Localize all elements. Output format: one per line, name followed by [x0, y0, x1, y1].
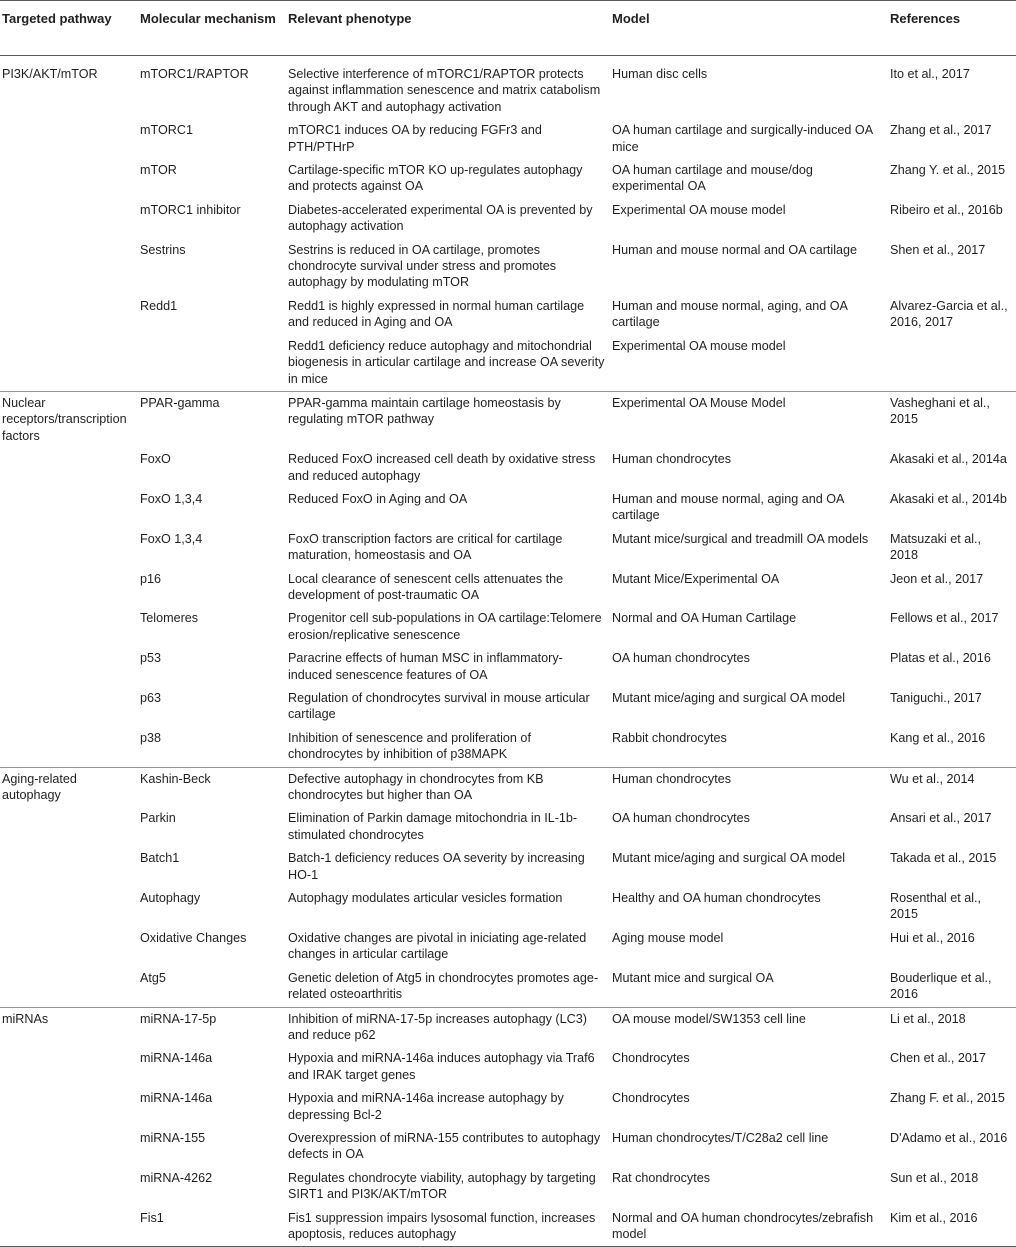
cell-reference: Ansari et al., 2017 — [890, 811, 992, 826]
table-row — [0, 927, 1016, 967]
cell-phenotype: Overexpression of miRNA-155 contributes to autophagy defects in OA — [288, 1130, 601, 1162]
table-row — [0, 295, 1016, 335]
cell-model: Mutant mice and surgical OA — [612, 970, 774, 985]
cell-model: Normal and OA Human Cartilage — [612, 611, 797, 626]
cell-reference: Platas et al., 2016 — [890, 651, 991, 666]
cell-reference: Chen et al., 2017 — [890, 1051, 986, 1066]
cell-model: OA human cartilage and surgically-induced OA mice — [612, 123, 873, 154]
table-row — [0, 887, 1016, 927]
cell-model: Mutant mice/aging and surgical OA model — [612, 851, 846, 866]
cell-phenotype: PPAR-gamma maintain cartilage homeostasis by regulating mTOR pathway — [286, 391, 610, 448]
cell-phenotype: Hypoxia and miRNA-146a induces autophagy via Traf6 and IRAK target genes — [288, 1051, 595, 1082]
cell-pathway — [0, 927, 138, 967]
cell-phenotype: Fis1 suppression impairs lysosomal function, increases apoptosis, reduces autophagy — [286, 1207, 610, 1247]
cell-phenotype: Genetic deletion of Atg5 in chondrocytes promotes age-related osteoarthritis — [288, 970, 599, 1002]
cell-pathway — [0, 607, 138, 647]
cell-model: Chondrocytes — [612, 1091, 690, 1106]
cell-model: Human disc cells — [612, 67, 708, 81]
cell-mechanism: Telomeres — [140, 611, 199, 626]
table-row — [0, 767, 1016, 807]
cell-mechanism: p53 — [140, 651, 162, 666]
cell-model: Rat chondrocytes — [612, 1170, 711, 1185]
cell-model: Human chondrocytes — [610, 767, 888, 807]
cell-phenotype: Batch-1 deficiency reduces OA severity by increasing HO-1 — [288, 851, 585, 882]
cell-pathway — [0, 887, 138, 927]
cell-reference: Alvarez-Garcia et al., 2016, 2017 — [890, 298, 1008, 330]
cell-phenotype: Oxidative changes are pivotal in iniciating age-related changes in articular cartilage — [288, 930, 587, 962]
cell-pathway — [0, 1087, 138, 1127]
cell-pathway — [0, 295, 138, 335]
cell-mechanism: Kashin-Beck — [138, 767, 286, 807]
cell-model: Normal and OA human chondrocytes/zebrafish model — [610, 1207, 888, 1247]
header-molecular-mechanism: Molecular mechanism — [138, 1, 286, 56]
cell-pathway: Nuclear receptors/transcription factors — [0, 391, 138, 448]
cell-reference: Akasaki et al., 2014b — [890, 491, 1007, 506]
table-row — [0, 807, 1016, 847]
cell-model: OA human chondrocytes — [612, 651, 750, 666]
cell-mechanism: p63 — [140, 691, 162, 705]
cell-phenotype: FoxO transcription factors are critical for cartilage maturation, homeostasis and OA — [288, 531, 563, 563]
cell-reference — [888, 335, 1016, 392]
cell-reference: Takada et al., 2015 — [890, 851, 997, 866]
table-row — [0, 239, 1016, 295]
cell-phenotype: Progenitor cell sub-populations in OA cartilage:Telomere erosion/replicative senescence — [288, 611, 602, 642]
cell-reference: Fellows et al., 2017 — [890, 611, 999, 626]
cell-mechanism: Autophagy — [140, 891, 201, 906]
cell-pathway: PI3K/AKT/mTOR — [2, 67, 98, 81]
cell-mechanism: miRNA-155 — [140, 1130, 206, 1145]
cell-mechanism: p16 — [140, 571, 162, 586]
cell-model: OA mouse model/SW1353 cell line — [610, 1007, 888, 1047]
table-row — [0, 1127, 1016, 1167]
cell-phenotype: mTORC1 induces OA by reducing FGFr3 and PTH/PTHrP — [288, 123, 542, 154]
cell-mechanism: Parkin — [140, 811, 176, 826]
cell-phenotype: Redd1 deficiency reduce autophagy and mitochondrial biogenesis in articular cartilage and increase OA severity in mice — [288, 338, 605, 386]
cell-model: Mutant mice/surgical and treadmill OA models — [612, 531, 869, 546]
cell-pathway — [0, 119, 138, 159]
cell-model: Rabbit chondrocytes — [612, 730, 727, 745]
table-row — [0, 727, 1016, 767]
cell-phenotype: Reduced FoxO in Aging and OA — [288, 491, 468, 506]
table-row — [0, 687, 1016, 727]
cell-mechanism: Batch1 — [140, 851, 180, 866]
cell-mechanism: PPAR-gamma — [138, 391, 286, 448]
cell-reference: Ito et al., 2017 — [890, 67, 970, 81]
cell-model: Aging mouse model — [612, 930, 724, 945]
cell-reference: Taniguchi., 2017 — [890, 691, 982, 705]
cell-mechanism — [138, 335, 286, 392]
cell-model: Experimental OA mouse model — [612, 338, 786, 353]
cell-phenotype: Regulation of chondrocytes survival in mouse articular cartilage — [288, 691, 590, 722]
cell-pathway: miRNAs — [0, 1007, 138, 1047]
cell-phenotype: Elimination of Parkin damage mitochondria in IL-1b-stimulated chondrocytes — [288, 811, 578, 842]
table-row — [0, 391, 1016, 448]
cell-pathway — [0, 847, 138, 887]
cell-reference: Bouderlique et al., 2016 — [890, 970, 992, 1002]
cell-pathway — [0, 335, 138, 392]
cell-model: Healthy and OA human chondrocytes — [612, 891, 821, 906]
cell-model: Mutant mice/aging and surgical OA model — [612, 691, 846, 705]
cell-pathway — [0, 488, 138, 528]
header-relevant-phenotype: Relevant phenotype — [286, 1, 610, 56]
cell-model: Human chondrocytes — [612, 452, 732, 467]
cell-mechanism: FoxO 1,3,4 — [140, 531, 203, 546]
header-references: References — [888, 1, 1016, 56]
cell-pathway — [0, 568, 138, 608]
cell-phenotype: Inhibition of senescence and proliferation of chondrocytes by inhibition of p38MAPK — [288, 730, 531, 762]
cell-pathway — [0, 199, 138, 239]
cell-model: OA human chondrocytes — [612, 811, 750, 826]
cell-reference: Ribeiro et al., 2016b — [890, 202, 1003, 217]
cell-mechanism: miRNA-146a — [140, 1051, 213, 1066]
cell-pathway: Aging-related autophagy — [0, 767, 138, 807]
cell-reference: Vasheghani et al., 2015 — [888, 391, 1016, 448]
cell-mechanism: Atg5 — [140, 970, 166, 985]
cell-mechanism: mTOR — [140, 163, 177, 178]
cell-reference: Kim et al., 2016 — [888, 1207, 1016, 1247]
cell-mechanism: Sestrins — [140, 242, 186, 257]
cell-mechanism: FoxO 1,3,4 — [140, 491, 203, 506]
cell-mechanism: FoxO — [140, 452, 171, 467]
table-row — [0, 488, 1016, 528]
cell-reference: Rosenthal et al., 2015 — [890, 891, 982, 922]
cell-phenotype: Sestrins is reduced in OA cartilage, promotes chondrocyte survival under stress and promotes autophagy by modulating mTOR — [288, 242, 557, 290]
cell-mechanism: mTORC1 inhibitor — [140, 202, 241, 217]
table-row — [0, 1167, 1016, 1207]
cell-pathway — [0, 727, 138, 767]
cell-pathway — [0, 687, 138, 727]
cell-model: Experimental OA Mouse Model — [610, 391, 888, 448]
cell-phenotype: Autophagy modulates articular vesicles formation — [288, 891, 563, 906]
cell-reference: Matsuzaki et al., 2018 — [890, 531, 981, 563]
table-row — [0, 847, 1016, 887]
cell-phenotype: Redd1 is highly expressed in normal human cartilage and reduced in Aging and OA — [288, 298, 585, 330]
cell-reference: Shen et al., 2017 — [890, 242, 986, 257]
cell-pathway — [0, 1207, 138, 1247]
cell-pathway — [0, 1047, 138, 1087]
cell-phenotype: Local clearance of senescent cells attenuates the development of post-traumatic OA — [288, 571, 564, 602]
cell-model: Human and mouse normal, aging, and OA cartilage — [612, 298, 848, 330]
table-row — [0, 448, 1016, 488]
cell-phenotype: Hypoxia and miRNA-146a increase autophagy by depressing Bcl-2 — [288, 1091, 564, 1122]
cell-model: Human and mouse normal, aging and OA cartilage — [612, 491, 844, 523]
table-row — [0, 159, 1016, 199]
cell-model: Chondrocytes — [612, 1051, 690, 1066]
cell-pathway — [0, 239, 138, 295]
cell-model: Human chondrocytes/T/C28a2 cell line — [612, 1130, 829, 1145]
table-row — [0, 119, 1016, 159]
cell-reference: Jeon et al., 2017 — [890, 571, 984, 586]
cell-pathway — [0, 967, 138, 1007]
header-row — [0, 1, 1016, 56]
table-row — [0, 967, 1016, 1007]
cell-phenotype: Inhibition of miRNA-17-5p increases autophagy (LC3) and reduce p62 — [286, 1007, 610, 1047]
cell-phenotype: Reduced FoxO increased cell death by oxidative stress and reduced autophagy — [288, 452, 596, 483]
cell-mechanism: p38 — [140, 730, 162, 745]
cell-mechanism: mTORC1 — [140, 123, 193, 138]
cell-reference: Hui et al., 2016 — [890, 930, 975, 945]
header-targeted-pathway: Targeted pathway — [0, 1, 138, 56]
cell-reference: Wu et al., 2014 — [888, 767, 1016, 807]
cell-reference: Zhang F. et al., 2015 — [890, 1091, 1005, 1106]
cell-pathway — [0, 1127, 138, 1167]
cell-pathway — [0, 159, 138, 199]
cell-pathway — [0, 647, 138, 687]
table-row — [0, 1007, 1016, 1047]
table-row — [0, 335, 1016, 392]
cell-mechanism: Redd1 — [140, 298, 178, 313]
cell-mechanism: Fis1 — [138, 1207, 286, 1247]
cell-phenotype: Diabetes-accelerated experimental OA is prevented by autophagy activation — [288, 202, 593, 234]
cell-pathway — [0, 528, 138, 568]
cell-mechanism: Oxidative Changes — [140, 930, 247, 945]
cell-reference: Zhang Y. et al., 2015 — [890, 163, 1006, 178]
cell-model: Human and mouse normal and OA cartilage — [612, 242, 858, 257]
cell-phenotype: Cartilage-specific mTOR KO up-regulates autophagy and protects against OA — [288, 163, 583, 194]
cell-model: OA human cartilage and mouse/dog experimental OA — [612, 163, 813, 194]
header-model: Model — [610, 1, 888, 56]
cell-mechanism: miRNA-4262 — [140, 1170, 213, 1185]
cell-reference: D'Adamo et al., 2016 — [890, 1130, 1008, 1145]
table-row — [0, 1087, 1016, 1127]
table-row — [0, 647, 1016, 687]
cell-reference: Kang et al., 2016 — [890, 730, 986, 745]
cell-reference: Akasaki et al., 2014a — [890, 452, 1007, 467]
table-row — [0, 607, 1016, 647]
table-row — [0, 56, 1016, 120]
cell-reference: Li et al., 2018 — [888, 1007, 1016, 1047]
cell-phenotype: Defective autophagy in chondrocytes from KB chondrocytes but higher than OA — [286, 767, 610, 807]
cell-model: Mutant Mice/Experimental OA — [612, 571, 780, 586]
cell-pathway — [0, 1167, 138, 1207]
table-row — [0, 528, 1016, 568]
cell-reference: Zhang et al., 2017 — [890, 123, 992, 138]
cell-phenotype: Regulates chondrocyte viability, autophagy by targeting SIRT1 and PI3K/AKT/mTOR — [288, 1170, 596, 1202]
cell-mechanism: miRNA-17-5p — [138, 1007, 286, 1047]
cell-phenotype: Paracrine effects of human MSC in inflammatory-induced senescence features of OA — [288, 651, 563, 682]
table-row — [0, 568, 1016, 608]
cell-phenotype: Selective interference of mTORC1/RAPTOR protects against inflammation senescence and matrix catabolism through AKT and autophagy activation — [288, 67, 601, 114]
table-header — [0, 1, 1016, 56]
cell-pathway — [0, 448, 138, 488]
cell-model: Experimental OA mouse model — [612, 202, 786, 217]
table-row — [0, 1047, 1016, 1087]
cell-pathway — [0, 807, 138, 847]
table-row — [0, 199, 1016, 239]
cell-mechanism: mTORC1/RAPTOR — [140, 67, 249, 81]
table-row — [0, 1207, 1016, 1247]
cell-mechanism: miRNA-146a — [140, 1091, 213, 1106]
table-body — [0, 56, 1016, 1247]
cell-reference: Sun et al., 2018 — [890, 1170, 979, 1185]
